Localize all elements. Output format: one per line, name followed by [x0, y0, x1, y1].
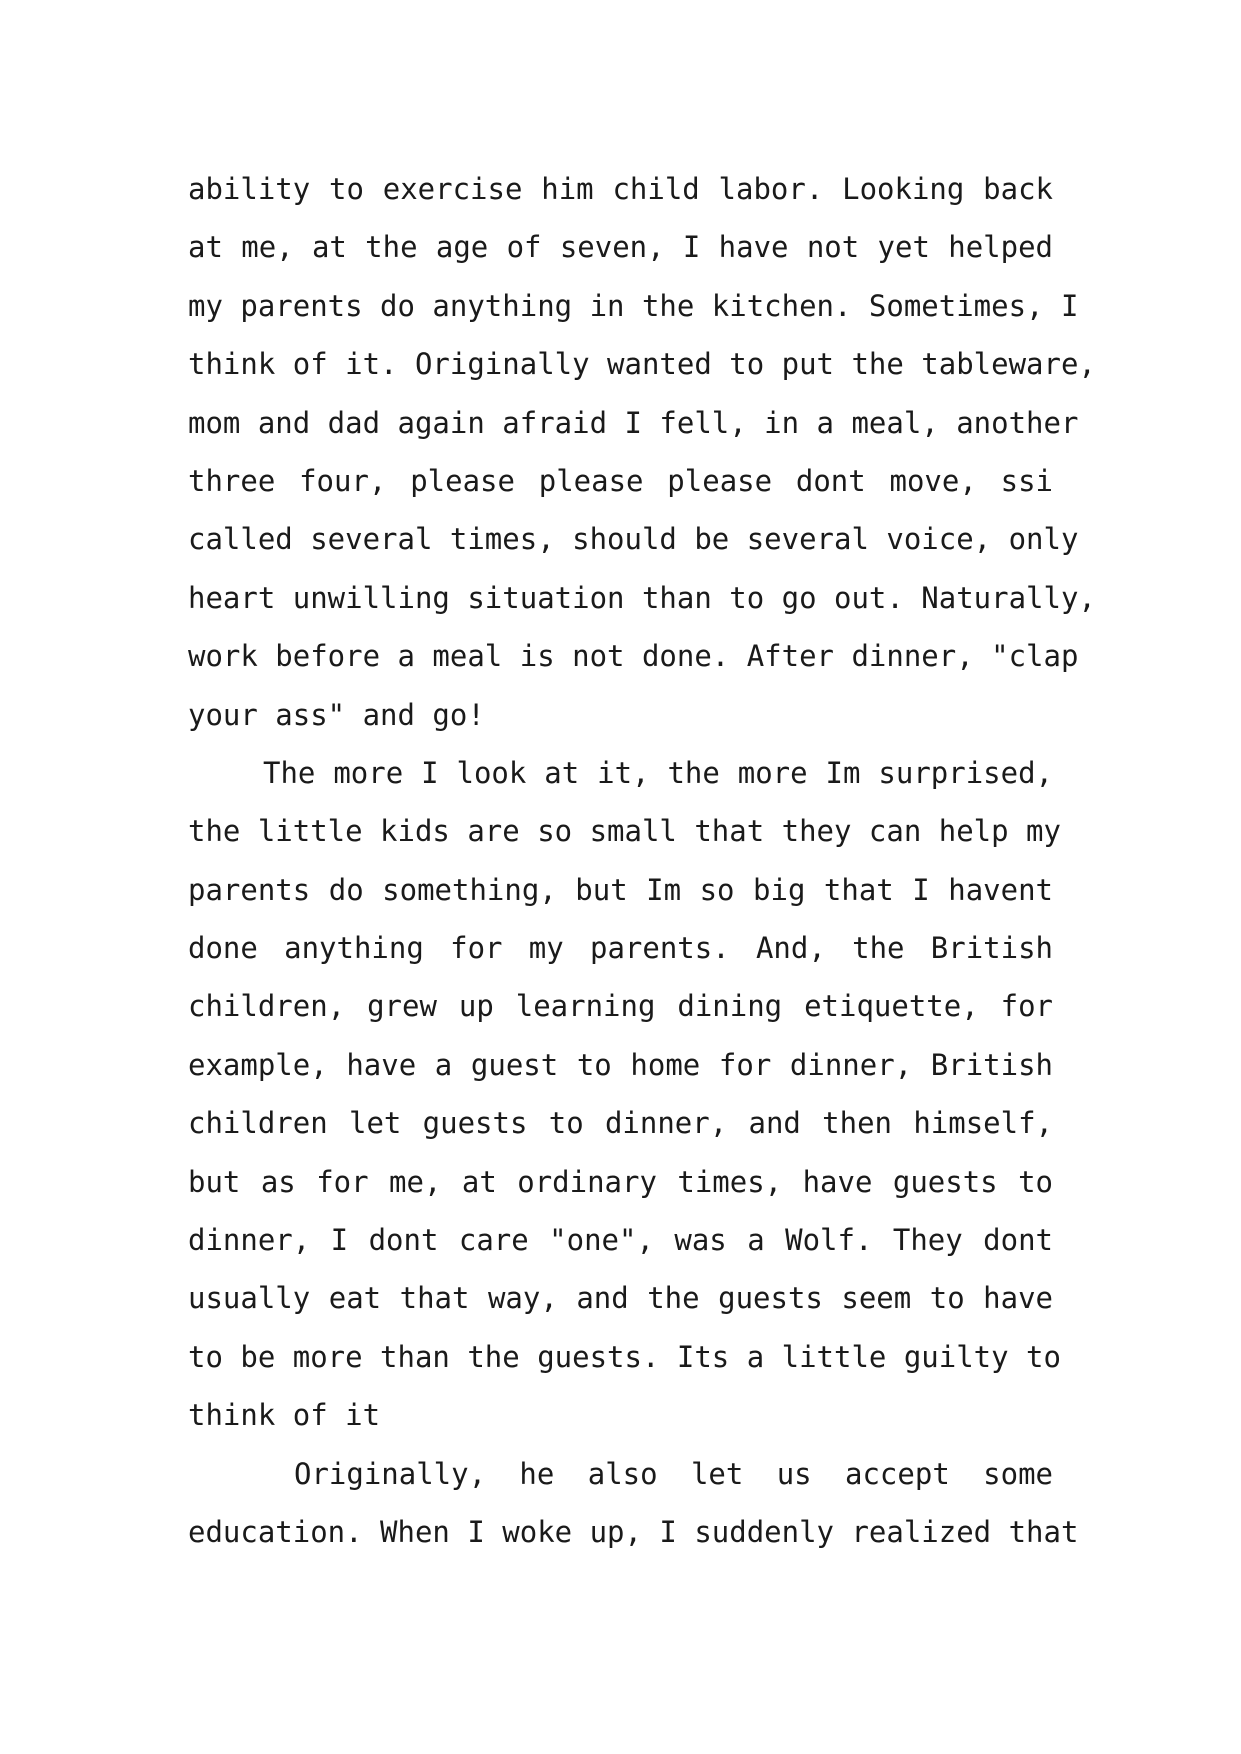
- text-line: think of it: [188, 1398, 381, 1433]
- text-line: your ass" and go!: [188, 697, 485, 732]
- text-line: but as for me, at ordinary times, have guests to: [188, 1164, 1053, 1199]
- text-line: my parents do anything in the kitchen. Sometimes, I: [188, 288, 1079, 323]
- text-line: education. When I woke up, I suddenly realized that: [188, 1514, 1079, 1549]
- paragraph-first-line: The more I look at it, the more Im surprised,: [263, 755, 1053, 790]
- text-line: ability to exercise him child labor. Looking back: [188, 172, 1053, 206]
- text-line: example, have a guest to home for dinner, British: [188, 1047, 1053, 1082]
- text-line: heart unwilling situation than to go out. Naturally,: [188, 580, 1096, 615]
- text-line: mom and dad again afraid I fell, in a meal, another: [188, 405, 1079, 440]
- text-line: parents do something, but Im so big that I havent: [188, 872, 1053, 907]
- text-line: work before a meal is not done. After dinner, "clap: [188, 639, 1079, 674]
- text-line: children, grew up learning dining etiquette, for: [188, 989, 1053, 1024]
- body-text: [188, 160, 1096, 1561]
- text-line: three four, please please please dont move, ssi: [188, 463, 1053, 498]
- text-line: children let guests to dinner, and then himself,: [188, 1106, 1053, 1141]
- text-line: at me, at the age of seven, I have not yet helped: [188, 230, 1053, 265]
- text-line: done anything for my parents. And, the British: [188, 931, 1053, 966]
- paragraph-first-line: Originally, he also let us accept some: [294, 1456, 1053, 1491]
- text-line: the little kids are so small that they can help my: [188, 814, 1061, 849]
- text-line: usually eat that way, and the guests seem to have: [188, 1281, 1053, 1316]
- text-line: to be more than the guests. Its a little guilty to: [188, 1339, 1061, 1374]
- text-line: think of it. Originally wanted to put the tableware,: [188, 347, 1096, 382]
- text-line: called several times, should be several voice, only: [188, 522, 1079, 557]
- text-line: dinner, I dont care "one", was a Wolf. They dont: [188, 1223, 1053, 1258]
